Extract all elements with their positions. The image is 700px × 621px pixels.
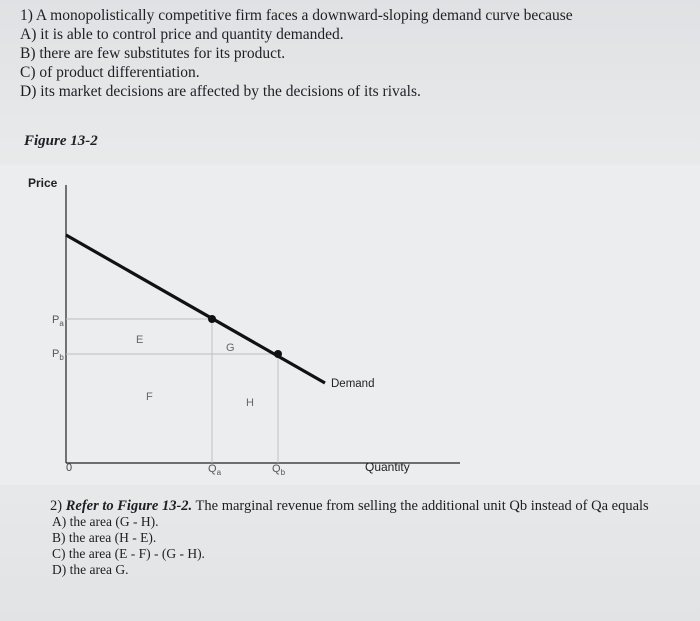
question-2-number: 2) [50, 498, 66, 514]
question-1-option-c[interactable]: C) of product differentiation. [20, 64, 200, 81]
qa-label: $Q_a$ [208, 463, 222, 477]
area-h-label: H [246, 397, 254, 409]
question-1-option-d[interactable]: D) its market decisions are affected by the decisions of its rivals. [20, 83, 421, 100]
question-1 [20, 6, 573, 101]
qb-label: $Q_b$ [272, 463, 286, 477]
question-1-stem: 1) A monopolistically competitive firm faces a downward-sloping demand curve because [20, 7, 573, 24]
demand-label: Demand [331, 378, 375, 390]
figure-svg [0, 165, 700, 485]
question-2-stem-text: The marginal revenue from selling the additional unit Qb instead of Qa equals [192, 498, 649, 514]
question-2-stem [50, 498, 670, 514]
question-2-option-d[interactable]: D) the area G. [52, 562, 129, 577]
area-f-label: F [146, 391, 153, 403]
x-axis-label: Quantity [365, 460, 410, 474]
question-2-option-b[interactable]: B) the area (H - E). [52, 530, 157, 545]
figure-13-2 [0, 165, 700, 485]
question-1-option-b[interactable]: B) there are few substitutes for its product. [20, 45, 286, 62]
point-b [274, 350, 282, 358]
pa-label: $P_a$ [52, 314, 64, 328]
pb-label: $P_b$ [52, 348, 64, 362]
area-e-label: E [136, 334, 144, 346]
demand-curve [66, 235, 325, 383]
point-a [208, 315, 216, 323]
y-axis-label: Price [28, 176, 58, 190]
question-2-figure-ref: Refer to Figure 13-2. [65, 498, 193, 514]
question-2 [50, 498, 670, 578]
question-1-option-a[interactable]: A) it is able to control price and quantity demanded. [20, 26, 344, 43]
question-2-option-c[interactable]: C) the area (E - F) - (G - H). [52, 546, 205, 561]
figure-title: Figure 13-2 [24, 133, 98, 149]
area-g-label: G [226, 342, 235, 354]
question-2-option-a[interactable]: A) the area (G - H). [52, 514, 159, 529]
origin-label: 0 [66, 462, 73, 474]
